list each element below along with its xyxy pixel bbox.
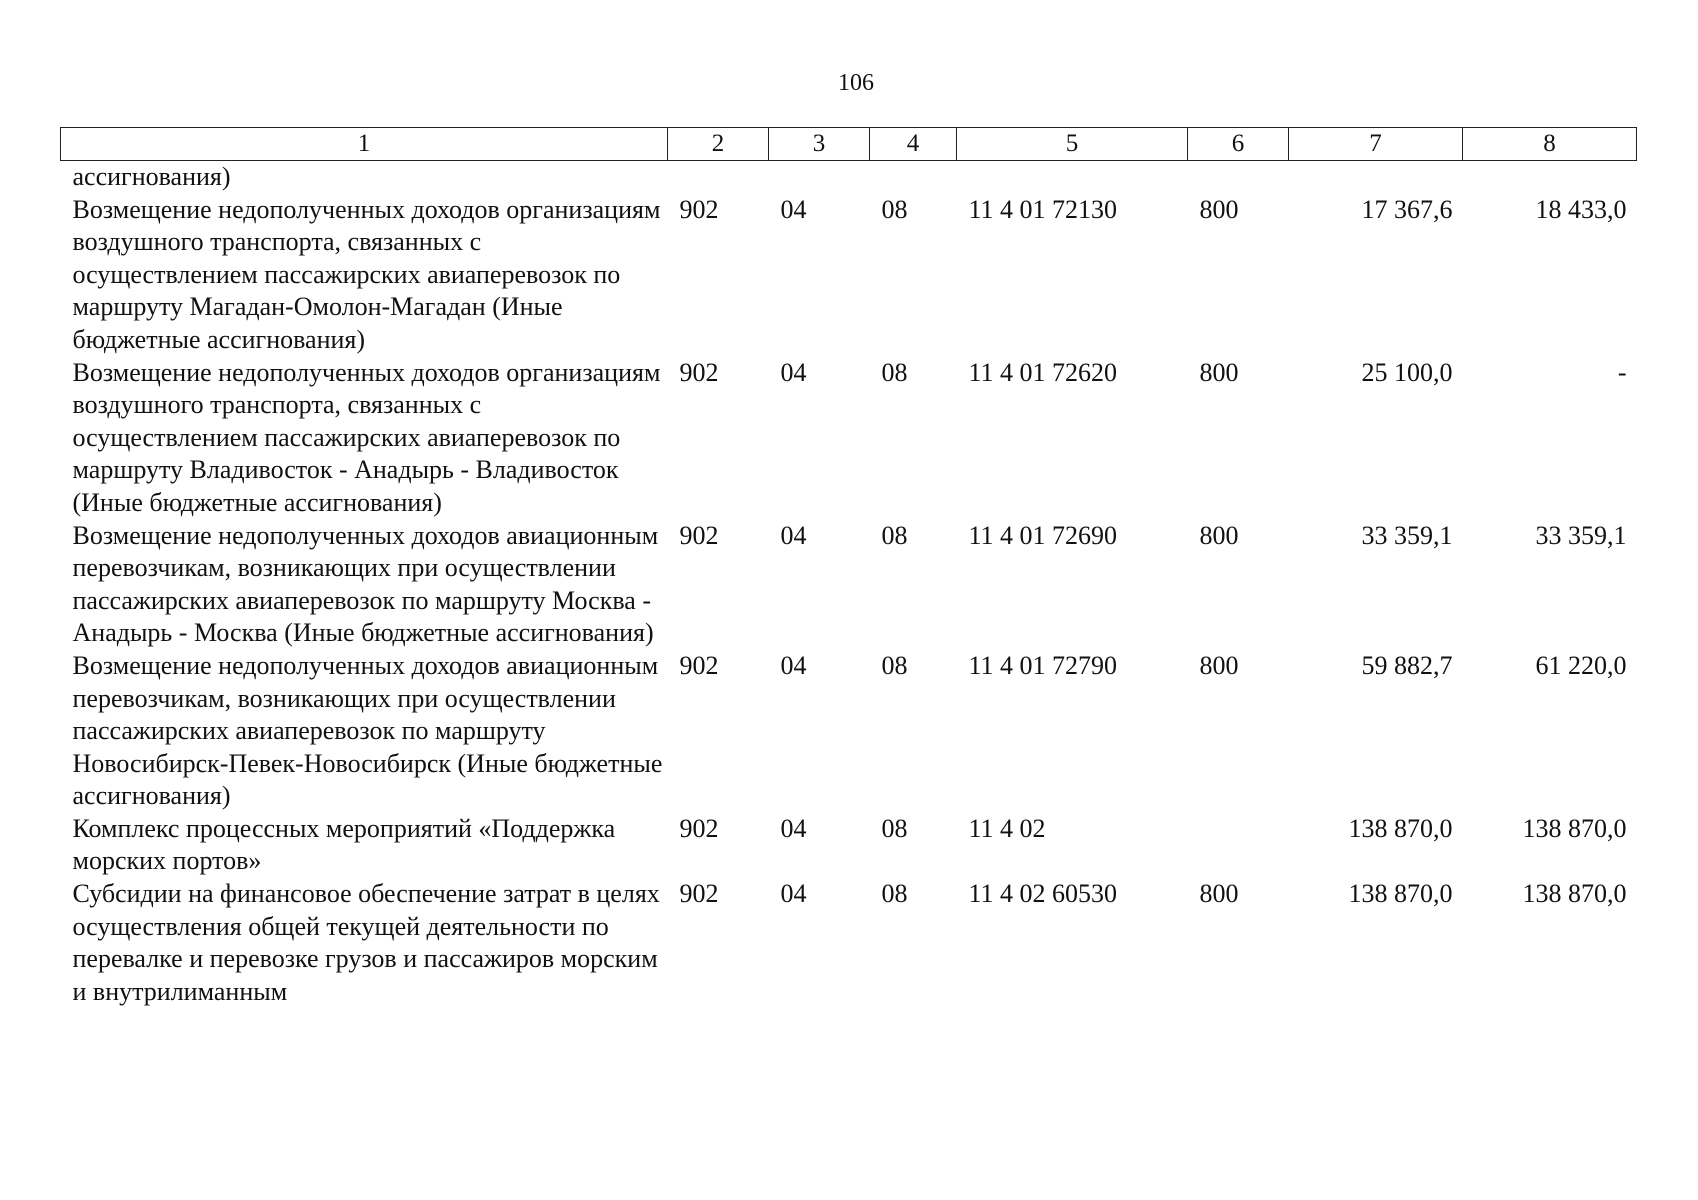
row-col-3: 04 bbox=[780, 879, 807, 909]
row-col-6 bbox=[1188, 813, 1289, 878]
row-col-2: 902 bbox=[679, 520, 719, 550]
row-col-6: 800 bbox=[1199, 194, 1239, 224]
row-col-7: 17 367,6 bbox=[1361, 194, 1453, 224]
row-col-5: 11 4 01 72130 bbox=[968, 194, 1118, 224]
header-col-8: 8 bbox=[1463, 128, 1637, 161]
row-col-6: 800 bbox=[1199, 879, 1239, 909]
row-col-3: 04 bbox=[780, 194, 807, 224]
row-col-4: 08 bbox=[881, 357, 908, 387]
row-name: Субсидии на финансовое обеспечение затрат в целях осуществления общей текущей деятельности по перевалке и перевозке грузов и пассажиров морским и внутрилиманным bbox=[72, 879, 660, 1006]
row-col-4: 08 bbox=[881, 879, 908, 909]
row-col-2: 902 bbox=[679, 194, 719, 224]
row-col-6: 800 bbox=[1199, 357, 1239, 387]
row-col-8: 33 359,1 bbox=[1535, 520, 1627, 550]
row-col-7: 59 882,7 bbox=[1361, 650, 1453, 680]
row-col-5: 11 4 01 72690 bbox=[968, 520, 1118, 550]
header-col-5: 5 bbox=[957, 128, 1188, 161]
row-col-7: 25 100,0 bbox=[1361, 357, 1453, 387]
header-col-1: 1 bbox=[61, 128, 668, 161]
header-col-4: 4 bbox=[870, 128, 957, 161]
row-col-5: 11 4 02 60530 bbox=[968, 879, 1118, 909]
row-col-2: 902 bbox=[679, 650, 719, 680]
row-col-8: 18 433,0 bbox=[1535, 194, 1627, 224]
row-name: Комплекс процессных мероприятий «Поддержка морских портов» bbox=[72, 813, 616, 876]
row-col-3: 04 bbox=[780, 520, 807, 550]
row-col-2: 902 bbox=[679, 357, 719, 387]
row-col-6: 800 bbox=[1199, 520, 1239, 550]
row-col-4: 08 bbox=[881, 813, 908, 843]
row-col-2: 902 bbox=[679, 813, 719, 843]
row-col-3: 04 bbox=[780, 813, 807, 843]
continuation-row bbox=[61, 161, 1637, 194]
header-col-3: 3 bbox=[769, 128, 870, 161]
row-col-8: 138 870,0 bbox=[1522, 879, 1627, 909]
table-row bbox=[61, 813, 1637, 878]
row-col-8: - bbox=[1617, 357, 1627, 387]
row-col-7: 138 870,0 bbox=[1348, 813, 1453, 843]
table-row bbox=[61, 878, 1637, 1008]
budget-table bbox=[60, 127, 1637, 1008]
row-name: Возмещение недополученных доходов организациям воздушного транспорта, связанных с осуществлением пассажирских авиаперевозок по маршруту Магадан-Омолон-Магадан (Иные бюджетные ассигнования) bbox=[72, 194, 661, 354]
continuation-text: ассигнования) bbox=[72, 162, 231, 191]
table-row bbox=[61, 520, 1637, 650]
row-col-3: 04 bbox=[780, 650, 807, 680]
header-row bbox=[61, 128, 1637, 161]
row-name: Возмещение недополученных доходов организациям воздушного транспорта, связанных с осуществлением пассажирских авиаперевозок по маршруту Владивосток - Анадырь - Владивосток (Иные бюджетные ассигнования) bbox=[72, 357, 661, 517]
row-name: Возмещение недополученных доходов авиационным перевозчикам, возникающих при осуществлении пассажирских авиаперевозок по маршруту Новосибирск-Певек-Новосибирск (Иные бюджетные ассигнования) bbox=[72, 650, 663, 811]
row-col-4: 08 bbox=[881, 194, 908, 224]
table-row bbox=[61, 650, 1637, 813]
row-col-4: 08 bbox=[881, 520, 908, 550]
page-number: 106 bbox=[838, 70, 874, 96]
header-col-2: 2 bbox=[668, 128, 769, 161]
table-row bbox=[61, 194, 1637, 357]
row-col-8: 138 870,0 bbox=[1522, 813, 1627, 843]
header-col-7: 7 bbox=[1289, 128, 1463, 161]
row-col-5: 11 4 01 72790 bbox=[968, 650, 1118, 680]
row-col-5: 11 4 02 bbox=[968, 813, 1046, 843]
row-col-2: 902 bbox=[679, 879, 719, 909]
table-row bbox=[61, 357, 1637, 520]
row-name: Возмещение недополученных доходов авиационным перевозчикам, возникающих при осуществлении пассажирских авиаперевозок по маршруту Москва - Анадырь - Москва (Иные бюджетные ассигнования) bbox=[72, 520, 659, 648]
header-col-6: 6 bbox=[1188, 128, 1289, 161]
row-col-7: 138 870,0 bbox=[1348, 879, 1453, 909]
row-col-7: 33 359,1 bbox=[1361, 520, 1453, 550]
row-col-6: 800 bbox=[1199, 650, 1239, 680]
row-col-5: 11 4 01 72620 bbox=[968, 357, 1118, 387]
row-col-3: 04 bbox=[780, 357, 807, 387]
row-col-8: 61 220,0 bbox=[1535, 650, 1627, 680]
row-col-4: 08 bbox=[881, 650, 908, 680]
